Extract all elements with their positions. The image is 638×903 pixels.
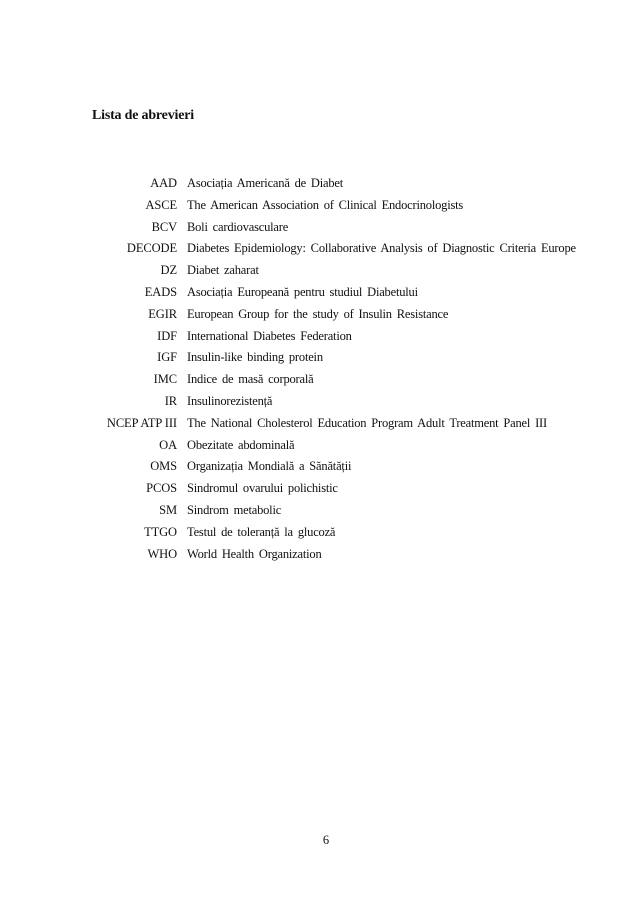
abbreviation-term: WHO <box>147 546 177 561</box>
abbreviation-term: IMC <box>153 372 177 387</box>
abbreviation-row <box>80 413 576 435</box>
abbreviation-row <box>80 195 576 217</box>
abbreviation-term: SM <box>159 502 177 517</box>
abbreviations-table-body <box>80 173 576 565</box>
abbreviation-row <box>80 260 576 282</box>
abbreviation-row <box>80 326 576 348</box>
abbreviation-term: IGF <box>157 350 177 365</box>
abbreviation-definition: Insulinorezistență <box>187 393 273 408</box>
abbreviation-term: IDF <box>157 328 177 343</box>
abbreviation-definition: European Group for the study of Insulin Resistance <box>187 306 449 321</box>
abbreviation-definition: Asociația Europeană pentru studiul Diabetului <box>187 284 418 299</box>
abbreviation-definition: Boli cardiovasculare <box>187 219 289 234</box>
abbreviation-term: IR <box>164 393 177 408</box>
abbreviation-row <box>80 435 576 457</box>
abbreviation-definition: International Diabetes Federation <box>187 328 352 343</box>
abbreviation-definition: Obezitate abdominală <box>187 437 295 452</box>
abbreviation-definition: Indice de masă corporală <box>187 372 314 387</box>
abbreviation-term: ASCE <box>145 197 177 212</box>
abbreviation-row <box>80 369 576 391</box>
abbreviation-row <box>80 478 576 500</box>
abbreviation-definition: World Health Organization <box>187 546 322 561</box>
abbreviation-term: BCV <box>151 219 177 234</box>
abbreviation-term: EGIR <box>148 306 177 321</box>
abbreviation-row <box>80 304 576 326</box>
abbreviation-row <box>80 456 576 478</box>
abbreviation-definition: The National Cholesterol Education Program Adult Treatment Panel III <box>187 415 547 430</box>
abbreviation-row <box>80 522 576 544</box>
abbreviation-term: AAD <box>150 176 177 190</box>
abbreviation-row <box>80 173 576 195</box>
abbreviation-term: OA <box>159 437 177 452</box>
abbreviations-table <box>80 173 576 565</box>
abbreviation-term: NCEP ATP III <box>106 415 177 430</box>
abbreviation-term: DECODE <box>126 241 177 256</box>
abbreviation-term: PCOS <box>146 481 177 496</box>
abbreviation-row <box>80 544 576 566</box>
abbreviation-definition: Sindrom metabolic <box>187 502 282 517</box>
abbreviation-term: TTGO <box>144 524 177 539</box>
abbreviation-row <box>80 500 576 522</box>
abbreviation-definition: Sindromul ovarului polichistic <box>187 481 338 496</box>
abbreviation-definition: Insulin-like binding protein <box>187 350 323 365</box>
abbreviation-row <box>80 347 576 369</box>
abbreviation-definition: Diabetes Epidemiology: Collaborative Analysis of Diagnostic Criteria Europe <box>187 241 576 256</box>
abbreviation-row <box>80 282 576 304</box>
abbreviation-term: DZ <box>160 263 177 278</box>
abbreviation-definition: Testul de toleranță la glucoză <box>187 524 336 539</box>
abbreviation-term: EADS <box>144 284 177 299</box>
abbreviation-term: OMS <box>150 459 177 474</box>
page-number: 6 <box>322 833 330 847</box>
abbreviation-definition: Asociația Americană de Diabet <box>187 176 344 190</box>
abbreviation-definition: Diabet zaharat <box>187 263 259 278</box>
abbreviation-definition: Organizația Mondială a Sănătății <box>187 459 352 474</box>
abbreviation-row <box>80 391 576 413</box>
page-title: Lista de abrevieri <box>92 108 194 123</box>
abbreviation-row <box>80 217 576 239</box>
abbreviation-definition: The American Association of Clinical Endocrinologists <box>187 197 464 212</box>
abbreviation-row <box>80 238 576 260</box>
